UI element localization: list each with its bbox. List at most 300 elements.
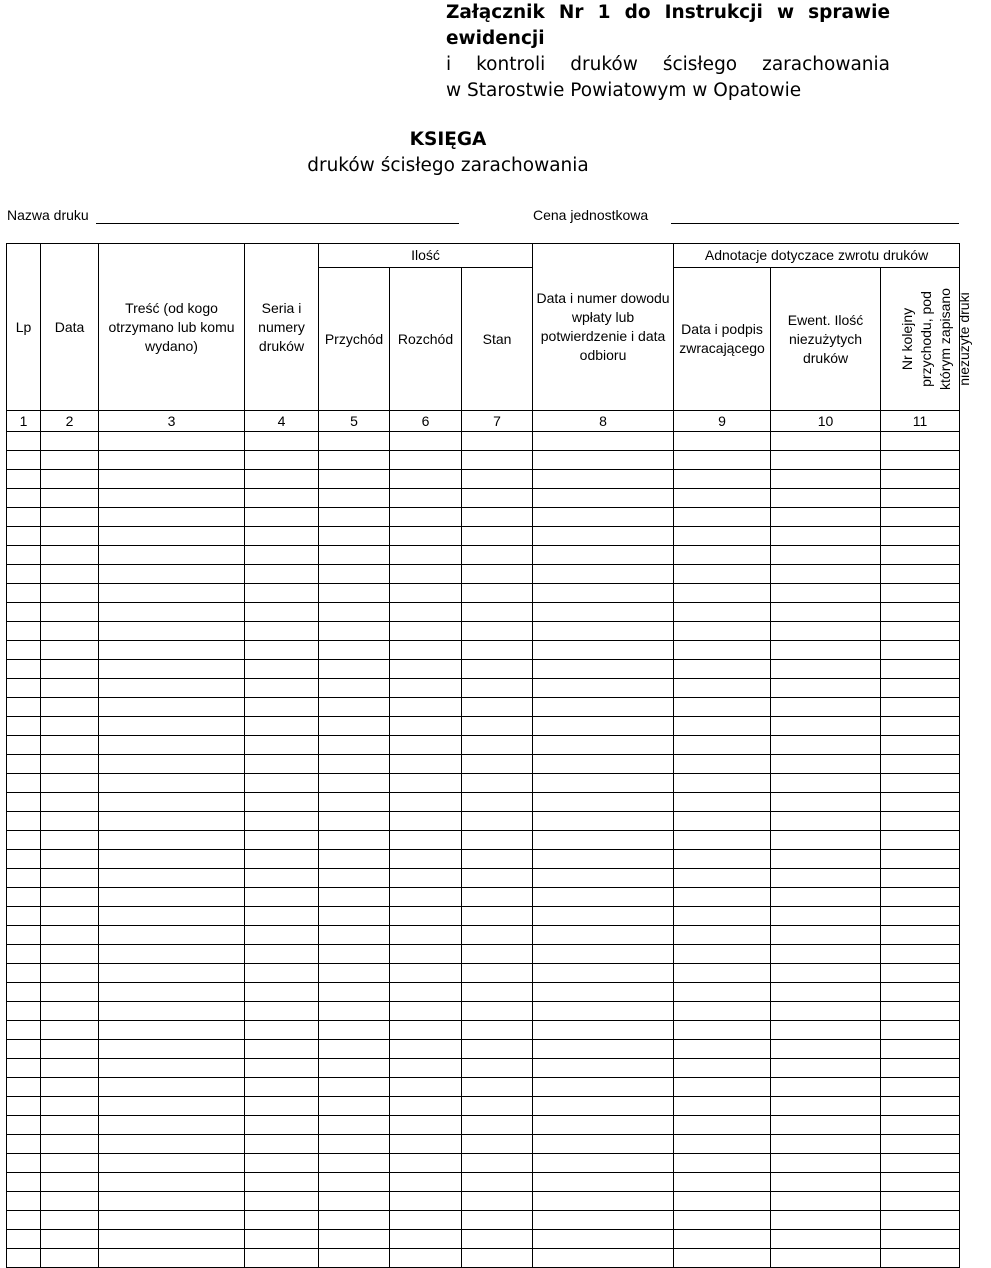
table-cell[interactable] [41, 1211, 99, 1230]
table-cell[interactable] [390, 698, 462, 717]
table-cell[interactable] [41, 1040, 99, 1059]
table-cell[interactable] [390, 1097, 462, 1116]
table-cell[interactable] [319, 565, 390, 584]
table-cell[interactable] [245, 622, 319, 641]
table-cell[interactable] [41, 1059, 99, 1078]
table-cell[interactable] [245, 641, 319, 660]
table-cell[interactable] [771, 964, 881, 983]
table-cell[interactable] [462, 1249, 533, 1268]
table-cell[interactable] [533, 622, 674, 641]
table-cell[interactable] [245, 1002, 319, 1021]
table-cell[interactable] [881, 1135, 960, 1154]
table-cell[interactable] [881, 660, 960, 679]
table-cell[interactable] [881, 964, 960, 983]
table-cell[interactable] [390, 945, 462, 964]
table-cell[interactable] [319, 508, 390, 527]
table-cell[interactable] [41, 1154, 99, 1173]
table-cell[interactable] [533, 945, 674, 964]
table-cell[interactable] [881, 755, 960, 774]
table-cell[interactable] [390, 1002, 462, 1021]
table-cell[interactable] [245, 1135, 319, 1154]
table-cell[interactable] [771, 869, 881, 888]
table-cell[interactable] [390, 774, 462, 793]
table-cell[interactable] [319, 926, 390, 945]
table-cell[interactable] [41, 584, 99, 603]
table-cell[interactable] [771, 717, 881, 736]
table-cell[interactable] [41, 1192, 99, 1211]
table-cell[interactable] [881, 717, 960, 736]
table-cell[interactable] [319, 546, 390, 565]
table-cell[interactable] [41, 774, 99, 793]
table-cell[interactable] [881, 432, 960, 451]
table-cell[interactable] [674, 1173, 771, 1192]
table-cell[interactable] [41, 1021, 99, 1040]
table-cell[interactable] [390, 888, 462, 907]
table-cell[interactable] [7, 774, 41, 793]
table-cell[interactable] [41, 470, 99, 489]
table-cell[interactable] [674, 603, 771, 622]
table-cell[interactable] [7, 660, 41, 679]
table-cell[interactable] [881, 1040, 960, 1059]
table-cell[interactable] [674, 1097, 771, 1116]
table-cell[interactable] [771, 470, 881, 489]
table-cell[interactable] [674, 584, 771, 603]
table-cell[interactable] [771, 1154, 881, 1173]
table-cell[interactable] [7, 679, 41, 698]
table-cell[interactable] [7, 755, 41, 774]
table-cell[interactable] [881, 565, 960, 584]
table-cell[interactable] [99, 1078, 245, 1097]
table-cell[interactable] [390, 1249, 462, 1268]
table-cell[interactable] [7, 1173, 41, 1192]
table-cell[interactable] [533, 1192, 674, 1211]
table-cell[interactable] [674, 717, 771, 736]
table-cell[interactable] [674, 736, 771, 755]
table-cell[interactable] [771, 508, 881, 527]
table-cell[interactable] [533, 508, 674, 527]
table-cell[interactable] [245, 1154, 319, 1173]
table-cell[interactable] [245, 1211, 319, 1230]
table-cell[interactable] [390, 1040, 462, 1059]
name-field[interactable] [96, 223, 459, 224]
table-cell[interactable] [41, 679, 99, 698]
table-cell[interactable] [7, 1135, 41, 1154]
table-cell[interactable] [319, 489, 390, 508]
table-cell[interactable] [7, 565, 41, 584]
table-cell[interactable] [390, 660, 462, 679]
table-cell[interactable] [41, 1002, 99, 1021]
table-cell[interactable] [771, 1173, 881, 1192]
table-cell[interactable] [771, 1078, 881, 1097]
table-cell[interactable] [41, 641, 99, 660]
table-cell[interactable] [41, 508, 99, 527]
table-cell[interactable] [390, 1211, 462, 1230]
table-cell[interactable] [319, 1021, 390, 1040]
table-cell[interactable] [771, 888, 881, 907]
table-cell[interactable] [245, 1097, 319, 1116]
table-cell[interactable] [41, 869, 99, 888]
table-cell[interactable] [245, 945, 319, 964]
table-cell[interactable] [462, 641, 533, 660]
table-cell[interactable] [319, 1078, 390, 1097]
table-cell[interactable] [462, 565, 533, 584]
table-cell[interactable] [319, 736, 390, 755]
table-cell[interactable] [881, 546, 960, 565]
table-cell[interactable] [771, 660, 881, 679]
table-cell[interactable] [390, 1173, 462, 1192]
table-cell[interactable] [319, 1002, 390, 1021]
table-cell[interactable] [881, 470, 960, 489]
price-field[interactable] [671, 223, 959, 224]
table-cell[interactable] [7, 470, 41, 489]
table-cell[interactable] [7, 546, 41, 565]
table-cell[interactable] [7, 850, 41, 869]
table-cell[interactable] [41, 964, 99, 983]
table-cell[interactable] [881, 945, 960, 964]
table-cell[interactable] [7, 869, 41, 888]
table-cell[interactable] [674, 1078, 771, 1097]
table-cell[interactable] [881, 812, 960, 831]
table-cell[interactable] [99, 641, 245, 660]
table-cell[interactable] [99, 964, 245, 983]
table-cell[interactable] [245, 1040, 319, 1059]
table-cell[interactable] [533, 964, 674, 983]
table-cell[interactable] [881, 603, 960, 622]
table-cell[interactable] [881, 622, 960, 641]
table-cell[interactable] [390, 964, 462, 983]
table-cell[interactable] [674, 850, 771, 869]
table-cell[interactable] [390, 1116, 462, 1135]
table-cell[interactable] [41, 755, 99, 774]
table-cell[interactable] [533, 1021, 674, 1040]
table-cell[interactable] [674, 907, 771, 926]
table-cell[interactable] [390, 1154, 462, 1173]
table-cell[interactable] [771, 1135, 881, 1154]
table-cell[interactable] [771, 736, 881, 755]
table-cell[interactable] [462, 1154, 533, 1173]
table-cell[interactable] [881, 793, 960, 812]
table-cell[interactable] [319, 1097, 390, 1116]
table-cell[interactable] [7, 527, 41, 546]
table-cell[interactable] [674, 1211, 771, 1230]
table-cell[interactable] [245, 983, 319, 1002]
table-cell[interactable] [99, 1154, 245, 1173]
table-cell[interactable] [7, 641, 41, 660]
table-cell[interactable] [881, 1230, 960, 1249]
table-cell[interactable] [390, 432, 462, 451]
table-cell[interactable] [881, 641, 960, 660]
table-cell[interactable] [319, 831, 390, 850]
table-cell[interactable] [462, 831, 533, 850]
table-cell[interactable] [462, 1116, 533, 1135]
table-cell[interactable] [7, 1192, 41, 1211]
table-cell[interactable] [674, 964, 771, 983]
table-cell[interactable] [99, 736, 245, 755]
table-cell[interactable] [881, 527, 960, 546]
table-cell[interactable] [99, 603, 245, 622]
table-cell[interactable] [674, 1021, 771, 1040]
table-cell[interactable] [99, 698, 245, 717]
table-cell[interactable] [7, 964, 41, 983]
table-cell[interactable] [99, 1192, 245, 1211]
table-cell[interactable] [533, 1059, 674, 1078]
table-cell[interactable] [533, 565, 674, 584]
table-cell[interactable] [41, 888, 99, 907]
table-cell[interactable] [462, 1211, 533, 1230]
table-cell[interactable] [319, 1192, 390, 1211]
table-cell[interactable] [533, 546, 674, 565]
table-cell[interactable] [533, 1135, 674, 1154]
table-cell[interactable] [99, 755, 245, 774]
table-cell[interactable] [674, 1249, 771, 1268]
table-cell[interactable] [771, 527, 881, 546]
table-cell[interactable] [99, 527, 245, 546]
table-cell[interactable] [390, 1135, 462, 1154]
table-cell[interactable] [41, 546, 99, 565]
table-cell[interactable] [462, 793, 533, 812]
table-cell[interactable] [390, 755, 462, 774]
table-cell[interactable] [462, 1040, 533, 1059]
table-cell[interactable] [462, 888, 533, 907]
table-cell[interactable] [674, 565, 771, 584]
table-cell[interactable] [771, 451, 881, 470]
table-cell[interactable] [881, 1192, 960, 1211]
table-cell[interactable] [245, 603, 319, 622]
table-cell[interactable] [390, 527, 462, 546]
table-cell[interactable] [319, 907, 390, 926]
table-cell[interactable] [390, 508, 462, 527]
table-cell[interactable] [674, 869, 771, 888]
table-cell[interactable] [390, 1059, 462, 1078]
table-cell[interactable] [533, 1249, 674, 1268]
table-cell[interactable] [462, 907, 533, 926]
table-cell[interactable] [99, 1135, 245, 1154]
table-cell[interactable] [771, 831, 881, 850]
table-cell[interactable] [99, 812, 245, 831]
table-cell[interactable] [7, 812, 41, 831]
table-cell[interactable] [7, 1211, 41, 1230]
table-cell[interactable] [881, 451, 960, 470]
table-cell[interactable] [771, 1116, 881, 1135]
table-cell[interactable] [319, 812, 390, 831]
table-cell[interactable] [390, 812, 462, 831]
table-cell[interactable] [245, 717, 319, 736]
table-cell[interactable] [533, 1173, 674, 1192]
table-cell[interactable] [245, 1249, 319, 1268]
table-cell[interactable] [245, 869, 319, 888]
table-cell[interactable] [771, 774, 881, 793]
table-cell[interactable] [881, 1211, 960, 1230]
table-cell[interactable] [7, 698, 41, 717]
table-cell[interactable] [462, 926, 533, 945]
table-cell[interactable] [674, 1002, 771, 1021]
table-cell[interactable] [41, 1173, 99, 1192]
table-cell[interactable] [462, 603, 533, 622]
table-cell[interactable] [533, 1040, 674, 1059]
table-cell[interactable] [245, 489, 319, 508]
table-cell[interactable] [319, 451, 390, 470]
table-cell[interactable] [674, 1135, 771, 1154]
table-cell[interactable] [881, 1078, 960, 1097]
table-cell[interactable] [7, 584, 41, 603]
table-cell[interactable] [674, 508, 771, 527]
table-cell[interactable] [245, 850, 319, 869]
table-cell[interactable] [41, 983, 99, 1002]
table-cell[interactable] [245, 1021, 319, 1040]
table-cell[interactable] [674, 1040, 771, 1059]
table-cell[interactable] [7, 432, 41, 451]
table-cell[interactable] [99, 1116, 245, 1135]
table-cell[interactable] [7, 1021, 41, 1040]
table-cell[interactable] [462, 869, 533, 888]
table-cell[interactable] [462, 850, 533, 869]
table-cell[interactable] [99, 888, 245, 907]
table-cell[interactable] [245, 1059, 319, 1078]
table-cell[interactable] [881, 584, 960, 603]
table-cell[interactable] [674, 546, 771, 565]
table-cell[interactable] [533, 470, 674, 489]
table-cell[interactable] [881, 1002, 960, 1021]
table-cell[interactable] [881, 1116, 960, 1135]
table-cell[interactable] [462, 1078, 533, 1097]
table-cell[interactable] [390, 584, 462, 603]
table-cell[interactable] [771, 850, 881, 869]
table-cell[interactable] [319, 679, 390, 698]
table-cell[interactable] [533, 1230, 674, 1249]
table-cell[interactable] [245, 1173, 319, 1192]
table-cell[interactable] [674, 489, 771, 508]
table-cell[interactable] [41, 432, 99, 451]
table-cell[interactable] [7, 907, 41, 926]
table-cell[interactable] [319, 1211, 390, 1230]
table-cell[interactable] [674, 945, 771, 964]
table-cell[interactable] [881, 926, 960, 945]
table-cell[interactable] [533, 432, 674, 451]
table-cell[interactable] [771, 1249, 881, 1268]
table-cell[interactable] [390, 679, 462, 698]
table-cell[interactable] [462, 774, 533, 793]
table-cell[interactable] [462, 812, 533, 831]
table-cell[interactable] [462, 1059, 533, 1078]
table-cell[interactable] [674, 470, 771, 489]
table-cell[interactable] [319, 603, 390, 622]
table-cell[interactable] [7, 1230, 41, 1249]
table-cell[interactable] [41, 489, 99, 508]
table-cell[interactable] [99, 907, 245, 926]
table-cell[interactable] [881, 1097, 960, 1116]
table-cell[interactable] [245, 774, 319, 793]
table-cell[interactable] [99, 660, 245, 679]
table-cell[interactable] [7, 831, 41, 850]
table-cell[interactable] [245, 907, 319, 926]
table-cell[interactable] [7, 1059, 41, 1078]
table-cell[interactable] [41, 812, 99, 831]
table-cell[interactable] [7, 1116, 41, 1135]
table-cell[interactable] [674, 527, 771, 546]
table-cell[interactable] [533, 1002, 674, 1021]
table-cell[interactable] [771, 432, 881, 451]
table-cell[interactable] [881, 774, 960, 793]
table-cell[interactable] [771, 812, 881, 831]
table-cell[interactable] [7, 736, 41, 755]
table-cell[interactable] [462, 945, 533, 964]
table-cell[interactable] [771, 641, 881, 660]
table-cell[interactable] [41, 850, 99, 869]
table-cell[interactable] [319, 1230, 390, 1249]
table-cell[interactable] [533, 451, 674, 470]
table-cell[interactable] [41, 1097, 99, 1116]
table-cell[interactable] [7, 1040, 41, 1059]
table-cell[interactable] [99, 489, 245, 508]
table-cell[interactable] [41, 717, 99, 736]
table-cell[interactable] [881, 489, 960, 508]
table-cell[interactable] [533, 489, 674, 508]
table-cell[interactable] [7, 983, 41, 1002]
table-cell[interactable] [99, 831, 245, 850]
table-cell[interactable] [99, 1173, 245, 1192]
table-cell[interactable] [462, 1002, 533, 1021]
table-cell[interactable] [390, 470, 462, 489]
table-cell[interactable] [99, 1097, 245, 1116]
table-cell[interactable] [533, 888, 674, 907]
table-cell[interactable] [674, 755, 771, 774]
table-cell[interactable] [881, 698, 960, 717]
table-cell[interactable] [99, 1002, 245, 1021]
table-cell[interactable] [319, 1173, 390, 1192]
table-cell[interactable] [533, 869, 674, 888]
table-cell[interactable] [319, 641, 390, 660]
table-cell[interactable] [41, 926, 99, 945]
table-cell[interactable] [771, 584, 881, 603]
table-cell[interactable] [533, 983, 674, 1002]
table-cell[interactable] [245, 470, 319, 489]
table-cell[interactable] [319, 1135, 390, 1154]
table-cell[interactable] [771, 1021, 881, 1040]
table-cell[interactable] [533, 736, 674, 755]
table-cell[interactable] [99, 565, 245, 584]
table-cell[interactable] [7, 717, 41, 736]
table-cell[interactable] [462, 1097, 533, 1116]
table-cell[interactable] [319, 1116, 390, 1135]
table-cell[interactable] [41, 622, 99, 641]
table-cell[interactable] [99, 1021, 245, 1040]
table-cell[interactable] [319, 983, 390, 1002]
table-cell[interactable] [245, 451, 319, 470]
table-cell[interactable] [319, 698, 390, 717]
table-cell[interactable] [533, 831, 674, 850]
table-cell[interactable] [533, 1154, 674, 1173]
table-cell[interactable] [462, 736, 533, 755]
table-cell[interactable] [7, 888, 41, 907]
table-cell[interactable] [41, 793, 99, 812]
table-cell[interactable] [533, 907, 674, 926]
table-cell[interactable] [99, 508, 245, 527]
table-cell[interactable] [462, 755, 533, 774]
table-cell[interactable] [99, 470, 245, 489]
table-cell[interactable] [99, 432, 245, 451]
table-cell[interactable] [245, 546, 319, 565]
table-cell[interactable] [771, 793, 881, 812]
table-cell[interactable] [390, 565, 462, 584]
table-cell[interactable] [319, 584, 390, 603]
table-cell[interactable] [674, 831, 771, 850]
table-cell[interactable] [319, 527, 390, 546]
table-cell[interactable] [462, 489, 533, 508]
table-cell[interactable] [674, 793, 771, 812]
table-cell[interactable] [245, 964, 319, 983]
table-cell[interactable] [245, 831, 319, 850]
table-cell[interactable] [7, 622, 41, 641]
